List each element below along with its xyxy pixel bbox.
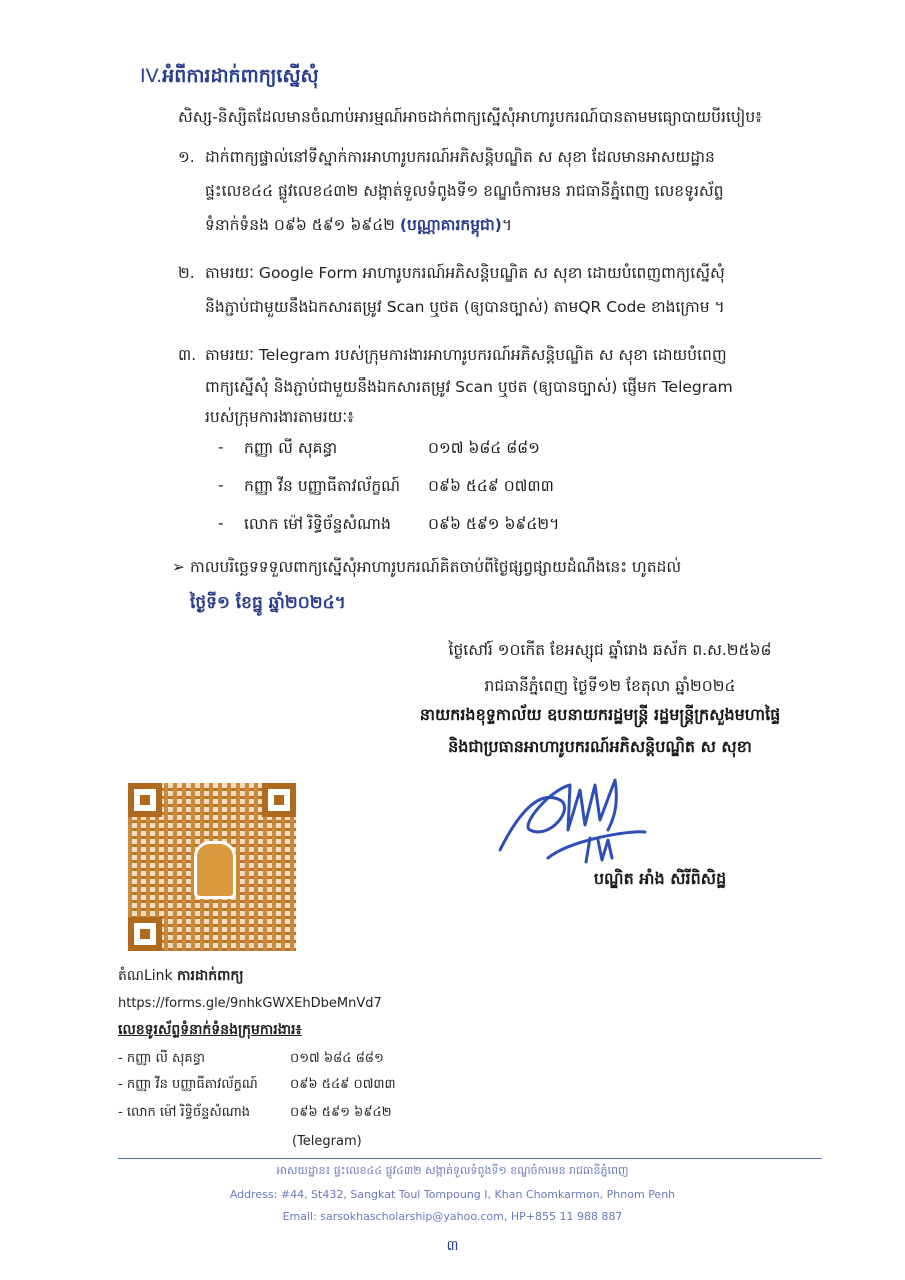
- qr-finder: [262, 783, 296, 817]
- small-contact-phone: ០៩៦ ៥៤៩ ០៧៣៣: [290, 1077, 396, 1092]
- contact-dash: -: [218, 476, 224, 494]
- arrow-icon: ➢: [172, 558, 185, 576]
- method-1-line-2: ផ្ទះលេខ៤៤ ផ្លូវលេខ៤៣២ សង្កាត់ទួលទំពូងទី១ ខណ្ឌចំការមន រាជធានីភ្នំពេញ លេខទូរស័ព្ទ: [205, 182, 724, 200]
- deadline-text: កាលបរិច្ឆេទទទួលពាក្យស្នើសុំអាហារូបករណ៍គិតចាប់ពីថ្ងៃផ្សព្វផ្សាយដំណឹងនេះ ហូតដល់: [189, 558, 682, 576]
- contact-name: កញ្ញា វីន បញ្ញាធីតាវល័ក្ខណ៍: [244, 477, 401, 495]
- method-2-line-2: និងភ្ជាប់ជាមួយនឹងឯកសារតម្រូវ Scan ឬថត (ឲ្យបានច្បាស់) តាមQR Code ខាងក្រោម ។: [205, 298, 725, 316]
- place-date: រាជធានីភ្នំពេញ ថ្ងៃទី១២ ខែតុលា ឆ្នាំ២០២៤: [484, 677, 736, 695]
- method-3-line-3: របស់ក្រុមការងារតាមរយៈ៖: [205, 408, 354, 426]
- signature-mark: [490, 770, 650, 870]
- deadline-line: [172, 550, 681, 584]
- signer-name: បណ្ឌិត អាំង សិរីពិសិដ្ឋ: [593, 869, 727, 888]
- section-title: អំពីការដាក់ពាក្យស្នើសុំ: [162, 65, 319, 87]
- lunar-date: ថ្ងៃសៅរ៍ ១០កើត ខែអស្សុជ ឆ្នាំរោង ឆស័ក ព.ស.២៥៦៨: [448, 641, 772, 659]
- qr-finder: [128, 917, 162, 951]
- contact-phone: ០១៧ ៦៨៤ ៨៨១: [428, 439, 540, 457]
- method-3-number: ៣.: [178, 346, 197, 364]
- emblem-icon: [194, 841, 236, 899]
- contact-name: លោក ម៉ៅ រិទ្ធិច័ន្ទសំណាង: [244, 515, 391, 533]
- footer-address-en: Address: #44, St432, Sangkat Toul Tompoung I, Khan Chomkarmon, Phnom Penh: [229, 1188, 676, 1201]
- contact-name: កញ្ញា លី សុគន្ធា: [244, 439, 338, 457]
- method-3-line-1: តាមរយៈ Telegram របស់ក្រុមការងារអាហារូបករណ៍អភិសន្តិបណ្ឌិត ស សុខា ដោយបំពេញ: [205, 346, 727, 364]
- method-1-line-3-end: ។: [501, 216, 513, 234]
- contact-dash: -: [218, 438, 224, 456]
- link-label-prefix: តំណLink: [118, 968, 178, 984]
- method-1-line-1: ដាក់ពាក្យផ្ទាល់នៅទីស្នាក់ការអាហារូបករណ៍អភិសន្តិបណ្ឌិត ស សុខា ដែលមានអាសយដ្ឋាន: [205, 148, 715, 166]
- qr-finder: [128, 783, 162, 817]
- deadline-date: ថ្ងៃទី១ ខែធ្នូ ឆ្នាំ២០២៤។: [190, 593, 346, 613]
- bookstore-highlight: (បណ្ណាគារកម្ពុជា): [399, 216, 502, 234]
- section-number: IV.: [140, 65, 163, 87]
- contact-row: [218, 514, 718, 544]
- application-url[interactable]: https://forms.gle/9nhkGWXEhDbeMnVd7: [118, 996, 382, 1011]
- contact-phone: ០៩៦ ៥៩១ ៦៩៤២។: [428, 515, 560, 533]
- intro-text: សិស្ស-និស្សិតដែលមានចំណាប់អារម្មណ៍អាចដាក់ពាក្យស្នើសុំអាហារូបករណ៍បានតាមមធ្យោបាយបីរបៀប៖: [178, 108, 762, 126]
- contact-dash: -: [218, 514, 224, 532]
- page-number: ៣: [446, 1238, 459, 1254]
- method-1-line-3: [205, 208, 512, 242]
- method-3-line-2: ពាក្យស្នើសុំ និងភ្ជាប់ជាមួយនឹងឯកសារតម្រូវ Scan ឬថត (ឲ្យបានច្បាស់) ផ្ញើមក Telegram: [205, 378, 733, 396]
- link-label: [118, 966, 244, 987]
- qr-code[interactable]: [128, 783, 296, 951]
- method-1-number: ១.: [178, 148, 195, 166]
- contact-phone: ០៩៦ ៥៤៩ ០៧៣៣: [428, 477, 554, 495]
- signer-title-2: និងជាប្រធានអាហារូបករណ៍អភិសន្តិបណ្ឌិត ស សុខា: [448, 737, 752, 756]
- telegram-note: (Telegram): [292, 1134, 362, 1149]
- footer-email: Email: sarsokhascholarship@yahoo.com, HP+855 11 988 887: [282, 1210, 623, 1223]
- section-heading: [140, 64, 319, 92]
- small-contact-phone: ០១៧ ៦៨៤ ៨៨១: [290, 1051, 384, 1066]
- phone-heading: លេខទូរស័ព្ទទំនាក់ទំនងក្រុមការងារ៖: [118, 1022, 302, 1038]
- small-contact-phone: ០៩៦ ៥៩១ ៦៩៤២: [290, 1105, 392, 1120]
- small-contact-name: - កញ្ញា វីន បញ្ញាធីតាវល័ក្ខណ៍: [118, 1077, 258, 1092]
- signer-title-1: នាយករងខុទ្ទកាល័យ ឧបនាយករដ្ឋមន្ត្រី រដ្ឋមន្ត្រីក្រសួងមហាផ្ទៃ: [419, 705, 781, 724]
- footer-divider: [118, 1158, 822, 1159]
- small-contact-name: - កញ្ញា លី សុគន្ធា: [118, 1051, 205, 1066]
- contact-row: [218, 476, 718, 506]
- link-label-bold: ការដាក់ពាក្យ: [177, 968, 244, 984]
- method-1-line-3-text: ទំនាក់ទំនង ០៩៦ ៥៩១ ៦៩៤២: [205, 216, 400, 234]
- contact-row: [218, 438, 718, 468]
- method-2-line-1: តាមរយៈ Google Form អាហារូបករណ៍អភិសន្តិបណ្ឌិត ស សុខា ដោយបំពេញពាក្យស្នើសុំ: [205, 264, 725, 282]
- footer-address-km: អាសយដ្ឋាន៖ ផ្ទះលេខ៤៤ ផ្លូវ៤៣២ សង្កាត់ទួលទំពូងទី១ ខណ្ឌចំការមន រាជធានីភ្នំពេញ: [276, 1164, 629, 1177]
- method-2-number: ២.: [178, 264, 195, 282]
- small-contact-name: - លោក ម៉ៅ រិទ្ធិច័ន្ទសំណាង: [118, 1105, 250, 1120]
